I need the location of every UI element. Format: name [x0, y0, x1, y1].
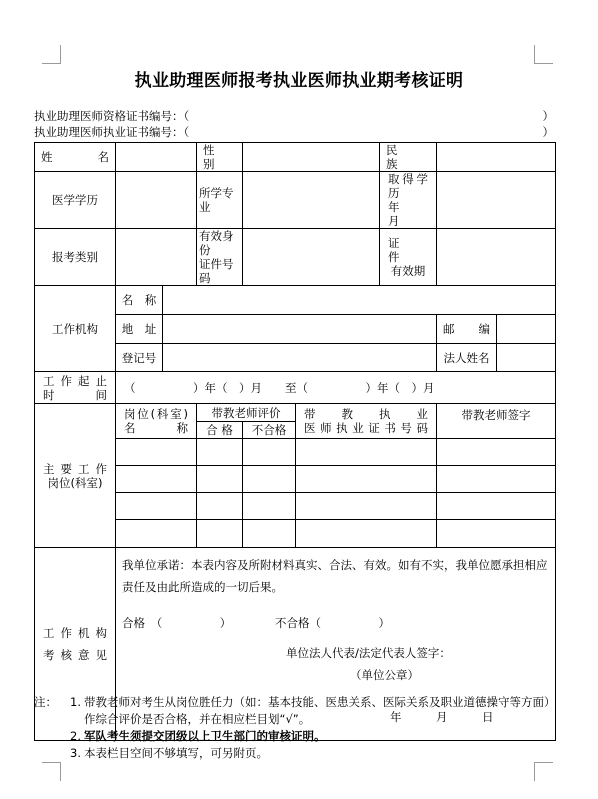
major-label: 所学专业 [197, 172, 243, 229]
col-post-header-line1: 岗位(科室) [124, 407, 188, 421]
major-field[interactable] [243, 172, 380, 229]
exam-form-table [34, 142, 556, 741]
edu-date-field[interactable] [437, 172, 556, 229]
positions-label-line1: 主 要 工 作 [43, 461, 107, 476]
edu-date-label [380, 172, 437, 229]
teacher-cert-cell[interactable] [296, 520, 437, 548]
id-validity-field[interactable] [437, 229, 556, 286]
id-doc-label [197, 229, 243, 286]
col-fail-header: 不合格 [243, 422, 296, 439]
post-name-cell[interactable] [116, 466, 197, 493]
employer-address-label: 地 址 [116, 315, 163, 344]
col-pass-header: 合 格 [197, 422, 243, 439]
signature-cell[interactable] [437, 493, 556, 520]
positions-label-line2: 岗位(科室) [47, 475, 103, 490]
gender-field[interactable] [243, 143, 380, 172]
practice-cert-number-line[interactable] [34, 124, 554, 139]
col-eval-header: 带教老师评价 [197, 404, 296, 422]
fail-cell[interactable] [243, 439, 296, 466]
post-name-cell[interactable] [116, 493, 197, 520]
employer-name-label: 名 称 [116, 286, 163, 315]
id-validity-label [380, 229, 437, 286]
col-post-header [116, 404, 197, 439]
period-label-line1: 工作起止 [43, 373, 107, 388]
note-text: 本表栏目空间不够填写，可另附页。 [84, 746, 268, 760]
note-item [34, 694, 564, 728]
crop-mark-bottom-left [42, 762, 61, 781]
col-post-header-line2: 名 称 [124, 421, 188, 435]
crop-mark-top-left [42, 45, 61, 64]
notes-section [34, 694, 564, 762]
id-doc-label-line2: 证件号码 [199, 257, 234, 285]
teacher-cert-cell[interactable] [296, 493, 437, 520]
crop-mark-top-right [534, 45, 553, 64]
note-number: 2. [70, 729, 81, 743]
pass-cell[interactable] [197, 493, 243, 520]
employer-address-field[interactable] [163, 315, 437, 344]
col-teacher-cert-line1: 带 教 执 业 [304, 407, 428, 421]
employer-section-label: 工作机构 [35, 286, 116, 372]
ethnicity-label: 民 族 [380, 143, 437, 172]
fail-cell[interactable] [243, 493, 296, 520]
seal-label: （单位公章） [350, 668, 419, 682]
teacher-cert-cell[interactable] [296, 439, 437, 466]
qualification-cert-label: 执业助理医师资格证书编号：（ [34, 109, 190, 123]
qualification-cert-number-line[interactable] [34, 108, 554, 123]
exam-type-field[interactable] [116, 229, 197, 286]
fail-cell[interactable] [243, 520, 296, 548]
period-label [35, 372, 116, 404]
close-paren: ） [542, 109, 554, 123]
exam-type-label: 报考类别 [35, 229, 116, 286]
note-item [34, 728, 564, 745]
name-field[interactable] [116, 143, 197, 172]
col-teacher-cert-line2: 医师执业证书号码 [304, 421, 428, 435]
col-signature-header: 带教老师签字 [437, 404, 556, 439]
employer-registration-field[interactable] [163, 344, 437, 372]
result-line [122, 612, 549, 634]
notes-head: 注： [34, 695, 57, 709]
close-paren: ） [542, 125, 554, 139]
fail-option[interactable]: 不合格（ ） [275, 616, 390, 630]
employer-legal-person-field[interactable] [497, 344, 556, 372]
period-label-line2: 时 间 [43, 387, 107, 402]
assessment-label-line2: 考 核 意 见 [43, 648, 107, 662]
id-doc-field[interactable] [243, 229, 380, 286]
employer-postcode-field[interactable] [497, 315, 556, 344]
note-item [34, 745, 564, 762]
signature-cell[interactable] [437, 466, 556, 493]
employer-name-field[interactable] [163, 286, 556, 315]
id-validity-label-line1: 证 件 [388, 236, 423, 264]
id-validity-label-line2: 有效期 [390, 264, 426, 278]
edu-date-label-line2: 年 月 [388, 200, 423, 228]
document-title: 执业助理医师报考执业医师执业期考核证明 [134, 71, 464, 91]
pass-cell[interactable] [197, 466, 243, 493]
pass-cell[interactable] [197, 520, 243, 548]
promise-text: 我单位承诺：本表内容及所附材料真实、合法、有效。如有不实，我单位愿承担相应责任及由此所造成的一切后果。 [122, 558, 548, 594]
note-number: 3. [70, 746, 81, 760]
education-field[interactable] [116, 172, 197, 229]
signature-label: 单位法人代表/法定代表人签字： [286, 646, 451, 660]
id-doc-label-line1: 有效身份 [199, 229, 234, 257]
signature-cell[interactable] [437, 520, 556, 548]
education-label: 医学学历 [35, 172, 116, 229]
post-name-cell[interactable] [116, 439, 197, 466]
positions-section-label [35, 404, 116, 548]
fail-cell[interactable] [243, 466, 296, 493]
pass-option[interactable]: 合格 （ ） [122, 616, 232, 630]
assessment-label-line1: 工 作 机 构 [43, 626, 107, 640]
crop-mark-bottom-right [534, 762, 553, 781]
gender-label: 性 别 [197, 143, 243, 172]
edu-date-label-line1: 取得学历 [388, 172, 428, 200]
col-teacher-cert-header [296, 404, 437, 439]
pass-cell[interactable] [197, 439, 243, 466]
note-text: 带教老师对考生从岗位胜任力（如：基本技能、医患关系、医际关系及职业道德操守等方面）作综合评价是否合格，并在相应栏目划“√”。 [84, 695, 556, 726]
signature-cell[interactable] [437, 439, 556, 466]
ethnicity-field[interactable] [437, 143, 556, 172]
teacher-cert-cell[interactable] [296, 466, 437, 493]
note-number: 1. [70, 695, 81, 709]
post-name-cell[interactable] [116, 520, 197, 548]
practice-cert-label: 执业助理医师执业证书编号：（ [34, 125, 190, 139]
note-text: 军队考生须提交团级以上卫生部门的审核证明。 [84, 729, 326, 743]
period-field[interactable]: （ ）年（ ）月 至（ ）年（ ）月 [116, 372, 556, 404]
employer-legal-person-label: 法人姓名 [437, 344, 497, 372]
name-label: 姓 名 [35, 143, 116, 172]
employer-postcode-label: 邮 编 [437, 315, 497, 344]
date-label: 年 月 日 [390, 710, 494, 724]
employer-registration-label: 登记号 [116, 344, 163, 372]
